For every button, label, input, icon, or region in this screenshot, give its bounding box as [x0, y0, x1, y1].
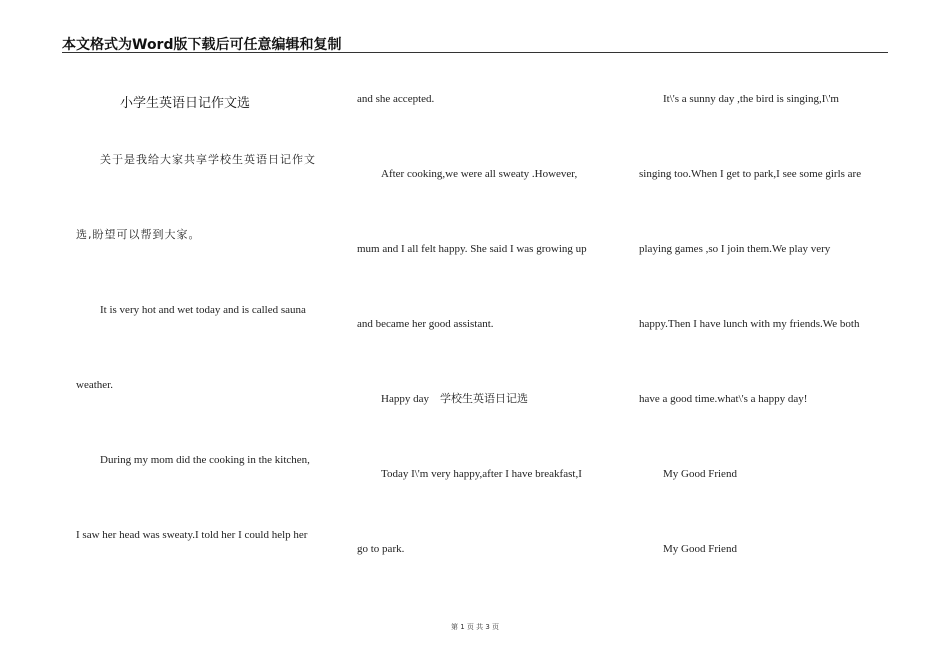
section-heading: My Good Friend: [663, 468, 737, 480]
body-line: After cooking,we were all sweaty .However,: [381, 168, 578, 180]
body-line: weather.: [76, 379, 113, 391]
page-header: [62, 34, 888, 53]
body-line: Today I\'m very happy,after I have breakfast,I: [381, 468, 582, 480]
body-line: and she accepted.: [357, 93, 435, 105]
header-title: 本文格式为Word版下载后可任意编辑和复制: [62, 37, 342, 53]
body-line: happy.Then I have lunch with my friends.We both: [639, 318, 860, 330]
body-line: have a good time.what\'s a happy day!: [639, 393, 808, 405]
body-line: It is very hot and wet today and is called sauna: [100, 304, 306, 316]
section-heading: My Good Friend: [663, 543, 737, 555]
body-line: playing games ,so I join them.We play very: [639, 243, 831, 255]
body-line: 选,盼望可以帮到大家。: [76, 228, 201, 241]
body-line: and became her good assistant.: [357, 318, 494, 330]
body-line: It\'s a sunny day ,the bird is singing,I\'m: [663, 93, 839, 105]
body-line: During my mom did the cooking in the kitchen,: [100, 454, 310, 466]
body-line: mum and I all felt happy. She said I was growing up: [357, 243, 587, 255]
page-number: 第 1 页 共 3 页: [450, 623, 500, 631]
body-line: 关于是我给大家共享学校生英语日记作文: [100, 153, 316, 166]
body-line: singing too.When I get to park,I see some girls are: [639, 168, 862, 180]
document-title: 小学生英语日记作文选: [120, 96, 251, 111]
body-line: go to park.: [357, 543, 405, 555]
section-heading: Happy day 学校生英语日记选: [381, 393, 528, 405]
body-line: I saw her head was sweaty.I told her I could help her: [76, 529, 308, 541]
